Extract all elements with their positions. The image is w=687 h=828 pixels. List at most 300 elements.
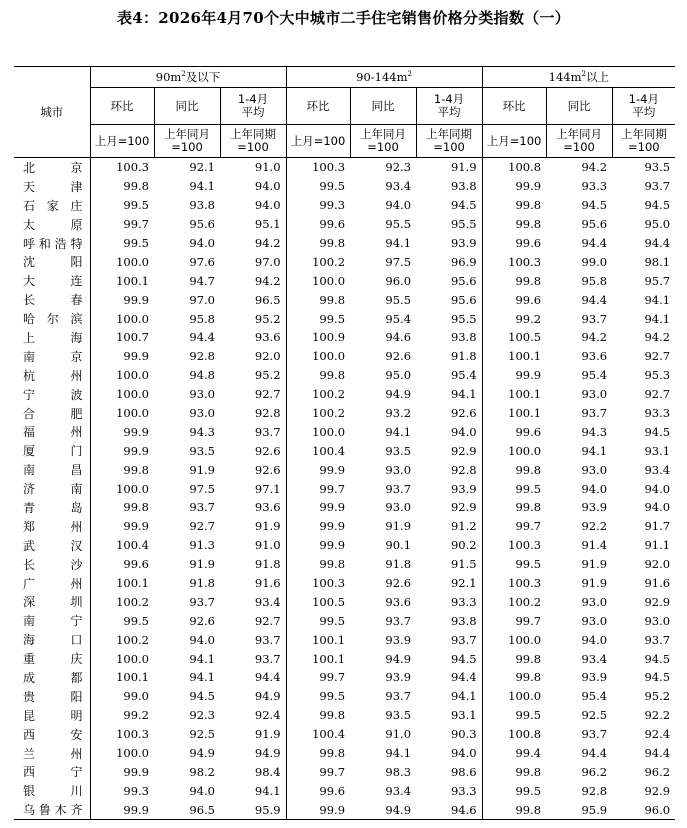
index-value: 100.2 (90, 630, 154, 649)
table-row (14, 460, 675, 479)
index-value: 93.9 (581, 500, 608, 515)
index-value: 100.2 (286, 252, 350, 271)
city-name: 沈阳 (23, 255, 83, 270)
index-value: 94.2 (254, 273, 281, 288)
avg-header (416, 88, 482, 125)
index-value: 99.9 (90, 517, 154, 536)
index-value: 99.5 (90, 196, 154, 215)
index-value: 91.9 (581, 557, 608, 572)
index-value: 92.2 (581, 519, 608, 534)
city-name: 重庆 (23, 652, 83, 667)
index-value: 100.3 (90, 725, 154, 744)
index-value: 99.2 (90, 706, 154, 725)
yoy-basis-line2: =100 (367, 140, 399, 154)
avg-basis-line1: 上年同期 (426, 127, 473, 141)
index-value: 100.9 (286, 328, 350, 347)
table-row (14, 309, 675, 328)
index-value: 99.9 (90, 800, 154, 819)
table-row (14, 611, 675, 630)
mom-header: 环比 (482, 88, 546, 125)
index-value: 100.1 (286, 630, 350, 649)
index-value: 95.4 (581, 689, 608, 704)
index-value: 93.2 (385, 406, 412, 421)
index-value: 93.5 (189, 443, 215, 458)
index-value: 90.1 (385, 538, 412, 553)
index-value: 92.6 (254, 443, 281, 458)
index-value: 93.9 (450, 481, 477, 496)
index-value: 99.7 (286, 763, 350, 782)
index-value: 99.7 (482, 517, 546, 536)
index-value: 91.2 (450, 519, 477, 534)
index-value: 92.2 (644, 708, 671, 723)
city-name: 武汉 (23, 538, 83, 553)
table-row (14, 574, 675, 593)
index-value: 99.8 (286, 555, 350, 574)
index-value: 95.0 (644, 217, 671, 232)
index-value: 94.5 (450, 198, 477, 213)
index-value: 99.8 (482, 668, 546, 687)
index-value: 94.1 (644, 292, 671, 307)
index-value: 91.9 (385, 519, 412, 534)
index-value: 92.6 (450, 406, 477, 421)
city-name: 深圳 (23, 595, 83, 610)
index-value: 99.8 (286, 366, 350, 385)
index-value: 94.0 (581, 632, 608, 647)
index-value: 92.1 (189, 160, 215, 175)
table-row (14, 234, 675, 253)
index-value: 99.9 (90, 422, 154, 441)
index-value: 95.9 (220, 800, 286, 819)
city-name: 兰州 (23, 746, 83, 761)
index-value: 99.8 (90, 177, 154, 196)
city-name: 上海 (23, 330, 83, 345)
index-value: 94.0 (581, 481, 608, 496)
index-value: 93.7 (644, 632, 671, 647)
index-value: 91.0 (254, 160, 281, 175)
index-value: 99.5 (286, 687, 350, 706)
index-value: 99.7 (90, 215, 154, 234)
table-row (14, 744, 675, 763)
index-value: 100.2 (482, 592, 546, 611)
index-value: 91.9 (254, 519, 281, 534)
index-value: 100.2 (90, 592, 154, 611)
index-value: 93.0 (644, 613, 671, 628)
table-row (14, 781, 675, 800)
index-value: 100.0 (482, 441, 546, 460)
index-value: 94.2 (581, 160, 608, 175)
city-name: 银川 (23, 784, 83, 799)
index-value: 93.3 (450, 783, 477, 798)
index-value: 99.9 (482, 366, 546, 385)
index-value: 93.7 (189, 594, 215, 609)
index-value: 99.9 (90, 290, 154, 309)
index-value: 91.9 (450, 160, 477, 175)
index-value: 91.9 (189, 462, 215, 477)
city-name: 合肥 (23, 406, 83, 421)
index-value: 93.9 (385, 670, 412, 685)
index-value: 93.1 (644, 443, 671, 458)
index-value: 99.6 (482, 290, 546, 309)
table-row (14, 668, 675, 687)
index-value: 100.3 (482, 574, 546, 593)
avg-header (612, 88, 675, 125)
index-value: 99.5 (482, 555, 546, 574)
index-value: 92.6 (385, 349, 412, 364)
index-value: 99.7 (286, 479, 350, 498)
table-row (14, 441, 675, 460)
city-name: 哈尔滨 (23, 312, 83, 327)
index-value: 94.9 (189, 746, 215, 761)
index-value: 100.0 (90, 366, 154, 385)
index-value: 95.1 (254, 217, 281, 232)
index-value: 93.0 (385, 500, 412, 515)
index-value: 93.9 (581, 670, 608, 685)
index-value: 99.9 (286, 460, 350, 479)
index-value: 99.8 (482, 196, 546, 215)
index-value: 94.7 (189, 273, 215, 288)
table-row (14, 422, 675, 441)
index-value: 94.1 (385, 424, 412, 439)
index-value: 93.7 (385, 481, 412, 496)
index-value: 93.7 (644, 179, 671, 194)
index-value: 92.5 (189, 727, 215, 742)
city-name: 西宁 (23, 765, 83, 780)
index-value: 99.5 (286, 611, 350, 630)
index-value: 96.0 (385, 273, 412, 288)
index-value: 90.2 (450, 538, 477, 553)
index-value: 94.0 (254, 179, 281, 194)
index-value: 99.6 (482, 422, 546, 441)
index-value: 91.7 (644, 519, 671, 534)
group-header-small: $90m^2$及以下 (90, 67, 286, 88)
index-value: 99.5 (90, 611, 154, 630)
index-value: 93.7 (254, 632, 281, 647)
group-header-large: $144m^2$以上 (482, 67, 675, 88)
avg-header-line1: 1-4月 (628, 92, 659, 106)
index-value: 95.8 (581, 273, 608, 288)
index-value: 93.8 (450, 179, 477, 194)
index-value: 93.0 (385, 462, 412, 477)
city-name: 海口 (23, 633, 83, 648)
index-value: 100.0 (90, 479, 154, 498)
yoy-basis-line1: 上年同月 (360, 127, 407, 141)
yoy-basis (350, 125, 416, 158)
index-value: 93.7 (581, 406, 608, 421)
index-value: 93.4 (385, 179, 412, 194)
city-name: 南昌 (23, 463, 83, 478)
index-value: 99.5 (286, 309, 350, 328)
index-value: 99.3 (90, 781, 154, 800)
index-value: 91.8 (450, 349, 477, 364)
yoy-basis-line1: 上年同月 (556, 127, 603, 141)
index-value: 98.4 (254, 764, 281, 779)
index-value: 99.3 (286, 196, 350, 215)
index-value: 99.9 (286, 536, 350, 555)
index-value: 95.2 (254, 368, 281, 383)
index-value: 99.9 (90, 763, 154, 782)
city-name: 郑州 (23, 519, 83, 534)
index-value: 95.2 (644, 689, 671, 704)
index-value: 93.7 (581, 311, 608, 326)
table-title: 表4：2026年4月70个大中城市二手住宅销售价格分类指数（一） (116, 9, 571, 27)
table-row (14, 385, 675, 404)
index-value: 94.0 (450, 746, 477, 761)
index-value: 99.5 (90, 234, 154, 253)
index-value: 95.5 (450, 311, 477, 326)
index-value: 93.0 (581, 594, 608, 609)
index-value: 92.7 (254, 387, 281, 402)
index-value: 99.5 (286, 177, 350, 196)
city-name: 南宁 (23, 614, 83, 629)
table-row (14, 215, 675, 234)
index-value: 94.5 (450, 651, 477, 666)
index-value: 99.8 (286, 290, 350, 309)
index-value: 99.6 (482, 234, 546, 253)
table-row (14, 366, 675, 385)
avg-basis-line2: =100 (433, 140, 465, 154)
index-value: 91.8 (189, 576, 215, 591)
index-value: 91.8 (254, 557, 281, 572)
index-value: 92.9 (644, 594, 671, 609)
index-value: 95.3 (644, 368, 671, 383)
index-value: 94.6 (385, 330, 412, 345)
index-value: 93.9 (450, 236, 477, 250)
index-value: 99.8 (482, 498, 546, 517)
avg-basis-line2: =100 (628, 140, 660, 154)
index-value: 94.9 (385, 651, 412, 666)
index-value: 94.0 (450, 424, 477, 439)
index-value: 100.0 (286, 347, 350, 366)
index-value: 94.3 (189, 424, 215, 439)
index-value: 99.9 (286, 800, 350, 819)
index-value: 94.1 (644, 311, 671, 326)
index-value: 94.0 (254, 198, 281, 213)
index-value: 91.6 (644, 576, 671, 591)
avg-basis-line2: =100 (237, 140, 269, 154)
avg-basis-line1: 上年同期 (230, 127, 277, 141)
yoy-header: 同比 (154, 88, 220, 125)
index-value: 94.9 (385, 387, 412, 402)
index-value: 93.9 (385, 632, 412, 647)
city-name: 长春 (23, 293, 83, 308)
index-value: 94.4 (450, 670, 477, 685)
index-value: 92.6 (254, 462, 281, 477)
index-value: 100.1 (286, 649, 350, 668)
index-value: 94.1 (450, 689, 477, 704)
index-value: 94.2 (254, 236, 281, 250)
table-row (14, 630, 675, 649)
index-value: 93.0 (189, 406, 215, 421)
index-value: 94.4 (581, 746, 608, 761)
index-value: 100.1 (482, 385, 546, 404)
yoy-basis-line1: 上年同月 (164, 127, 210, 141)
index-value: 99.8 (482, 460, 546, 479)
index-value: 92.8 (581, 783, 608, 798)
index-value: 95.6 (189, 217, 215, 232)
index-value: 91.0 (385, 727, 412, 742)
table-row (14, 687, 675, 706)
index-value: 95.5 (385, 217, 412, 232)
avg-basis (416, 125, 482, 158)
index-value: 92.4 (644, 727, 671, 742)
mom-basis: 上月=100 (286, 125, 350, 158)
index-value: 94.4 (189, 330, 215, 345)
index-value: 93.8 (189, 198, 215, 213)
index-value: 100.1 (90, 574, 154, 593)
index-value: 91.0 (254, 538, 281, 553)
index-value: 94.0 (385, 198, 412, 213)
index-value: 97.5 (189, 481, 215, 496)
index-value: 94.5 (644, 198, 671, 213)
index-value: 100.0 (90, 252, 154, 271)
index-value: 93.5 (385, 443, 412, 458)
index-value: 100.0 (90, 309, 154, 328)
yoy-basis (546, 125, 612, 158)
index-value: 99.2 (482, 309, 546, 328)
index-value: 100.4 (90, 536, 154, 555)
table-row (14, 177, 675, 196)
index-value: 93.6 (581, 349, 608, 364)
index-value: 91.9 (254, 727, 281, 742)
city-name: 呼和浩特 (23, 236, 83, 251)
index-value: 99.6 (90, 555, 154, 574)
city-column-header: 城市 (14, 67, 90, 158)
city-name: 福州 (23, 425, 83, 440)
index-value: 100.5 (482, 328, 546, 347)
index-value: 98.3 (385, 764, 412, 779)
index-value: 92.1 (450, 576, 477, 591)
index-value: 93.0 (581, 387, 608, 402)
index-value: 100.4 (286, 725, 350, 744)
index-value: 94.0 (644, 481, 671, 496)
index-value: 97.0 (254, 254, 281, 269)
table-row (14, 479, 675, 498)
table-row (14, 517, 675, 536)
table-row (14, 536, 675, 555)
index-value: 91.6 (254, 576, 281, 591)
index-value: 95.4 (450, 368, 477, 383)
index-value: 94.0 (189, 632, 215, 647)
index-value: 95.9 (546, 800, 612, 819)
index-value: 94.0 (189, 236, 215, 250)
index-value: 92.3 (385, 160, 412, 175)
index-value: 91.1 (644, 538, 671, 553)
index-value: 100.0 (286, 422, 350, 441)
index-value: 94.1 (581, 443, 608, 458)
index-value: 97.1 (254, 481, 281, 496)
table-row (14, 404, 675, 423)
index-value: 99.9 (90, 347, 154, 366)
table-row (14, 498, 675, 517)
index-value: 93.4 (644, 462, 671, 477)
index-value: 99.0 (90, 687, 154, 706)
index-value: 99.5 (482, 479, 546, 498)
avg-basis-line1: 上年同期 (620, 127, 667, 141)
avg-basis (220, 125, 286, 158)
index-value: 93.5 (644, 160, 671, 175)
index-value: 93.8 (450, 330, 477, 345)
table-body (14, 158, 675, 820)
index-value: 96.9 (450, 254, 477, 269)
index-value: 100.7 (90, 328, 154, 347)
index-value: 93.0 (189, 387, 215, 402)
index-value: 90.3 (450, 727, 477, 742)
index-value: 98.1 (644, 254, 671, 269)
index-value: 94.6 (416, 800, 482, 819)
index-value: 94.5 (581, 198, 608, 213)
index-value: 100.8 (482, 158, 546, 177)
mom-basis: 上月=100 (482, 125, 546, 158)
index-value: 95.8 (189, 311, 215, 326)
index-value: 99.8 (482, 649, 546, 668)
index-value: 94.1 (189, 179, 215, 194)
city-name: 青岛 (23, 500, 83, 515)
yoy-basis-line2: =100 (171, 140, 203, 154)
city-name: 杭州 (23, 368, 83, 383)
index-value: 94.8 (189, 368, 215, 383)
index-value: 100.2 (286, 385, 350, 404)
index-value: 96.0 (612, 800, 675, 819)
avg-header (220, 88, 286, 125)
table-row (14, 649, 675, 668)
index-value: 95.6 (450, 273, 477, 288)
index-value: 100.0 (286, 271, 350, 290)
table-row (14, 763, 675, 782)
index-value: 99.9 (286, 517, 350, 536)
index-value: 93.6 (254, 500, 281, 515)
index-value: 99.9 (286, 498, 350, 517)
index-value: 93.6 (385, 594, 412, 609)
index-value: 100.3 (482, 536, 546, 555)
mom-header: 环比 (286, 88, 350, 125)
table-row (14, 290, 675, 309)
index-value: 95.5 (385, 292, 412, 307)
index-value: 92.7 (189, 519, 215, 534)
index-value: 93.8 (450, 613, 477, 628)
index-value: 93.4 (254, 594, 281, 609)
index-value: 91.3 (189, 538, 215, 553)
index-value: 94.5 (189, 689, 215, 704)
index-value: 94.4 (644, 746, 671, 761)
mom-basis: 上月=100 (90, 125, 154, 158)
index-value: 93.5 (385, 708, 412, 723)
index-value: 93.7 (385, 689, 412, 704)
index-value: 99.9 (90, 441, 154, 460)
group-header-medium: $90-144m^2$ (286, 67, 482, 88)
table-row (14, 725, 675, 744)
index-value: 99.0 (581, 254, 608, 269)
city-name: 广州 (23, 576, 83, 591)
index-value: 92.9 (450, 500, 477, 515)
index-value: 100.1 (90, 668, 154, 687)
city-name: 厦门 (23, 444, 83, 459)
table-row (14, 328, 675, 347)
index-value: 94.1 (385, 746, 412, 761)
yoy-basis-line2: =100 (563, 140, 595, 154)
index-value: 99.7 (286, 668, 350, 687)
index-value: 94.1 (450, 387, 477, 402)
index-value: 93.4 (385, 783, 412, 798)
index-value: 94.1 (254, 783, 281, 798)
index-value: 93.7 (189, 500, 215, 515)
index-value: 95.6 (581, 217, 608, 232)
index-value: 95.4 (385, 311, 412, 326)
index-value: 91.4 (581, 538, 608, 553)
index-value: 93.7 (581, 727, 608, 742)
index-value: 95.2 (254, 311, 281, 326)
index-value: 93.3 (450, 594, 477, 609)
index-value: 95.7 (644, 273, 671, 288)
